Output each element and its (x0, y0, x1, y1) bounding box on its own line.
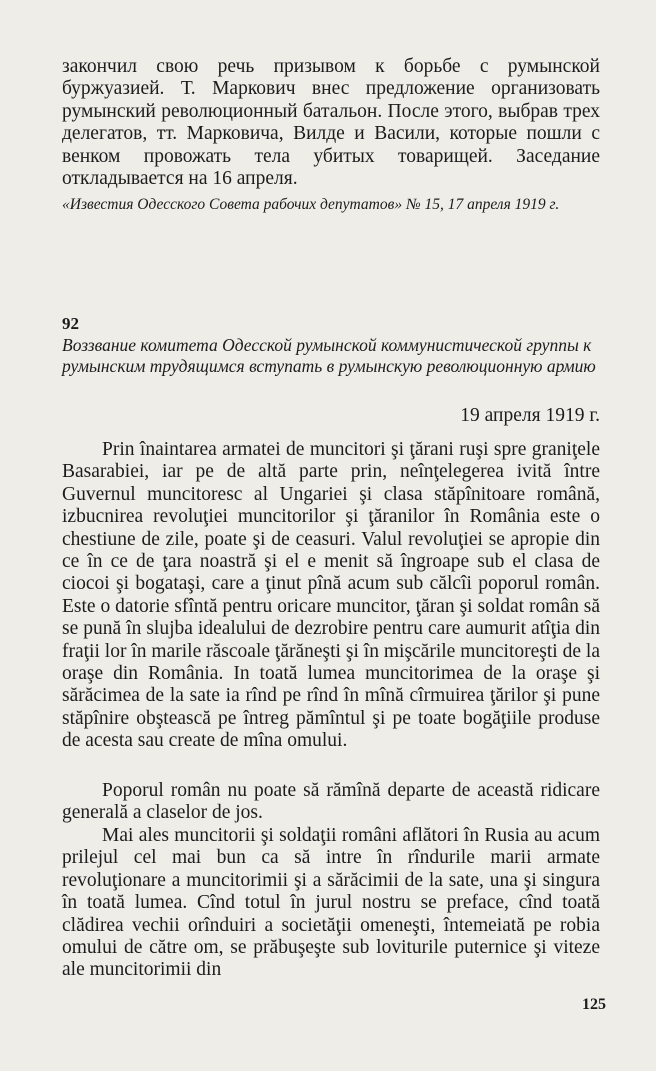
body-paragraph: Mai ales muncitorii şi soldaţii români aflători în Rusia au acum prilejul cel mai bun ca să intre în rîndurile marii armate revoluţionare a muncitorimii şi a sărăcimii de la sate, una şi singura în toată lumea. Cînd totul în jurul nostru se preface, cînd toată clădirea vechii orînduiri a societăţii omeneşti, întemeiată pe robia omului de către om, se prăbuşeşte sub loviturile puternice şi viteze ale muncitorimii din (62, 825, 600, 981)
body-paragraph: Poporul român nu poate să rămînă departe de această ridicare generală a claselor de jos. (62, 780, 600, 824)
source-citation: «Известия Одесского Совета рабочих депутатов» № 15, 17 апреля 1919 г. (62, 196, 560, 213)
document-title: Воззвание комитета Одесской румынской коммунистической группы к румынским трудящимся вступать в румынскую революционную армию (62, 335, 596, 376)
document-number: 92 (62, 314, 79, 333)
body-paragraph: Prin înaintarea armatei de muncitori şi ţărani ruşi spre graniţele Basarabiei, iar pe de altă parte prin, neînţelegerea ivită între Guvernul muncitoresc al Ungariei şi clasa stăpînitoare română, izbucnirea revoluţiei muncitorilor şi ţăranilor în România este o chestiune de zile, poate şi de ceasuri. Valul revoluţiei se apropie din ce în ce de ţara noastră şi el e menit să îngroape sub el clasa de ciocoi şi bogataşi, care a ţinut pînă acum sub călcîi poporul român. Este o datorie sfîntă pentru oricare muncitor, ţăran şi soldat român să se pună în slujba idealului de dezrobire pentru care aumurit atîţia din fraţii lor în marile răscoale ţărăneşti şi în mişcările muncitoreşti de la oraşe din România. In toată lumea muncitorimea de la oraşe şi sărăcimea de la sate ia rînd pe rînd în mînă cîrmuirea ţărilor şi pune stăpînire obştească pe întreg pămîntul şi pe toate bogăţiile produse de acesta sau create de mîna omului. (62, 439, 600, 752)
document-date: 19 апреля 1919 г. (460, 405, 600, 426)
continuation-paragraph: закончил свою речь призывом к борьбе с румынской буржуазией. Т. Маркович внес предложение организовать румынский революционный батальон. После этого, выбрав трех делегатов, тт. Марковича, Вилде и Васили, которые пошли с венком провожать тела убитых товарищей. Заседание откладывается на 16 апреля. (62, 56, 600, 190)
page-number: 125 (582, 996, 606, 1013)
